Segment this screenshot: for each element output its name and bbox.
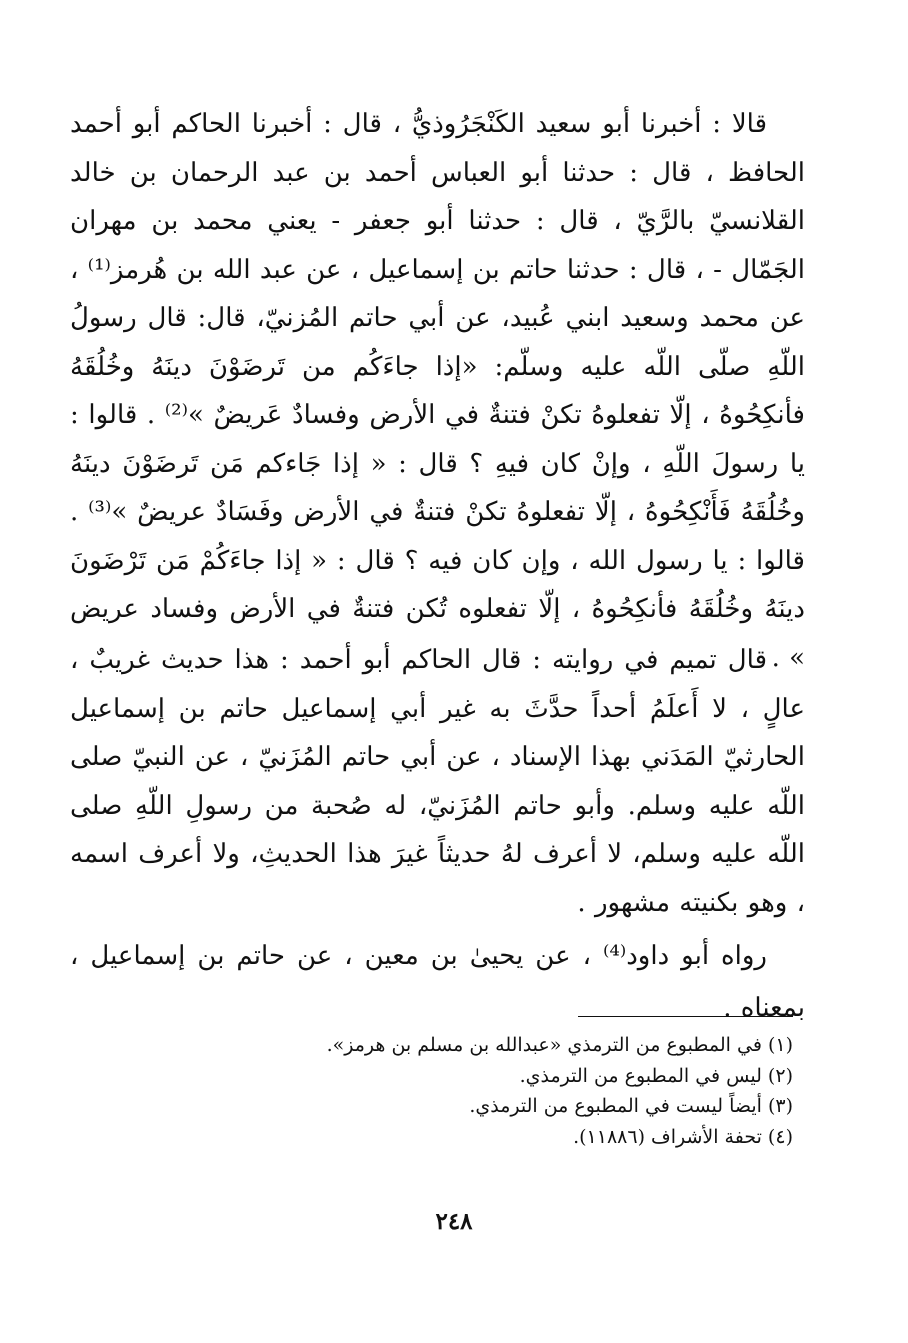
footnote-1: (١) في المطبوع من الترمذي «عبدالله بن مسلم بن هرمز». xyxy=(326,1034,793,1056)
narration-paragraph: رواه أبو داود⁽⁴⁾ ، عن يحيىٰ بن معين ، عن حاتم بن إسماعيل ، بمعناه . xyxy=(70,941,805,1023)
footnote-divider xyxy=(578,1016,793,1017)
commentary-paragraph: قال تميم في روايته : قال الحاكم أبو أحمد : هذا حديث غريبٌ ، عالٍ ، لا أَعلَمُ أحداً حدَّثَ به غير أبي إسماعيل حاتم بن إسماعيل الحارثيّ المَدَني بهذا الإسناد ، عن أبي حاتم المُزَنيّ ، عن النبيّ صلى اللّه عليه وسلم. وأبو حاتم المُزَنيّ، له صُحبة من رسولِ اللّهِ صلى اللّه عليه وسلم، لا أعرف لهُ حديثاً غيرَ هذا الحديثِ، ولا أعرف اسمه ، وهو بكنيته مشهور . xyxy=(70,645,806,918)
page-number: ٢٤٨ xyxy=(435,1208,473,1235)
footnote-3: (٣) أيضاً ليست في المطبوع من الترمذي. xyxy=(469,1095,793,1117)
hadith-paragraph: قالا : أخبرنا أبو سعيد الكَنْجَرُوذيُّ ، قال : أخبرنا الحاكم أبو أحمد الحافظ ، قال : حدثنا أبو العباس أحمد بن عبد الرحمان بن خالد القلانسيّ بالرَّيّ ، قال : حدثنا أبو جعفر - يعني محمد بن مهران الجَمّال - ، قال : حدثنا حاتم بن إسماعيل ، عن عبد الله بن هُرمز⁽¹⁾ ، عن محمد وسعيد ابني عُبيد، عن أبي حاتم المُزنيّ، قال: قال رسولُ اللّهِ صلّى اللّه عليه وسلّم: «إذا جاءَكُم من تَرضَوْنَ دينَهُ وخُلُقَهُ فأنكِحُوهُ ، إلّا تفعلوهُ تكنْ فتنةٌ في الأرض وفسادٌ عَريضٌ »⁽²⁾ . قالوا : يا رسولَ اللّهِ ، وإنْ كان فيهِ ؟ قال : « إذا جَاءكم مَن تَرضَوْنَ دينَهُ وخُلُقَهُ فَأَنْكِحُوهُ ، إلّا تفعلوهُ تكنْ فتنةٌ في الأرض وفَسَادٌ عريضٌ »⁽³⁾ . قالوا : يا رسول الله ، وإن كان فيه ؟ قال : « إذا جاءَكُمْ مَن تَرْضَونَ دينَهُ وخُلُقَهُ فأنكِحُوهُ ، إلّا تفعلوه تُكن فتنةٌ في الأرض وفساد عريض » . xyxy=(70,109,806,673)
footnotes xyxy=(193,1030,793,1152)
footnote-2: (٢) ليس في المطبوع من الترمذي. xyxy=(519,1064,793,1087)
footnote-4: (٤) تحفة الأشراف (١١٨٨٦). xyxy=(573,1125,793,1148)
